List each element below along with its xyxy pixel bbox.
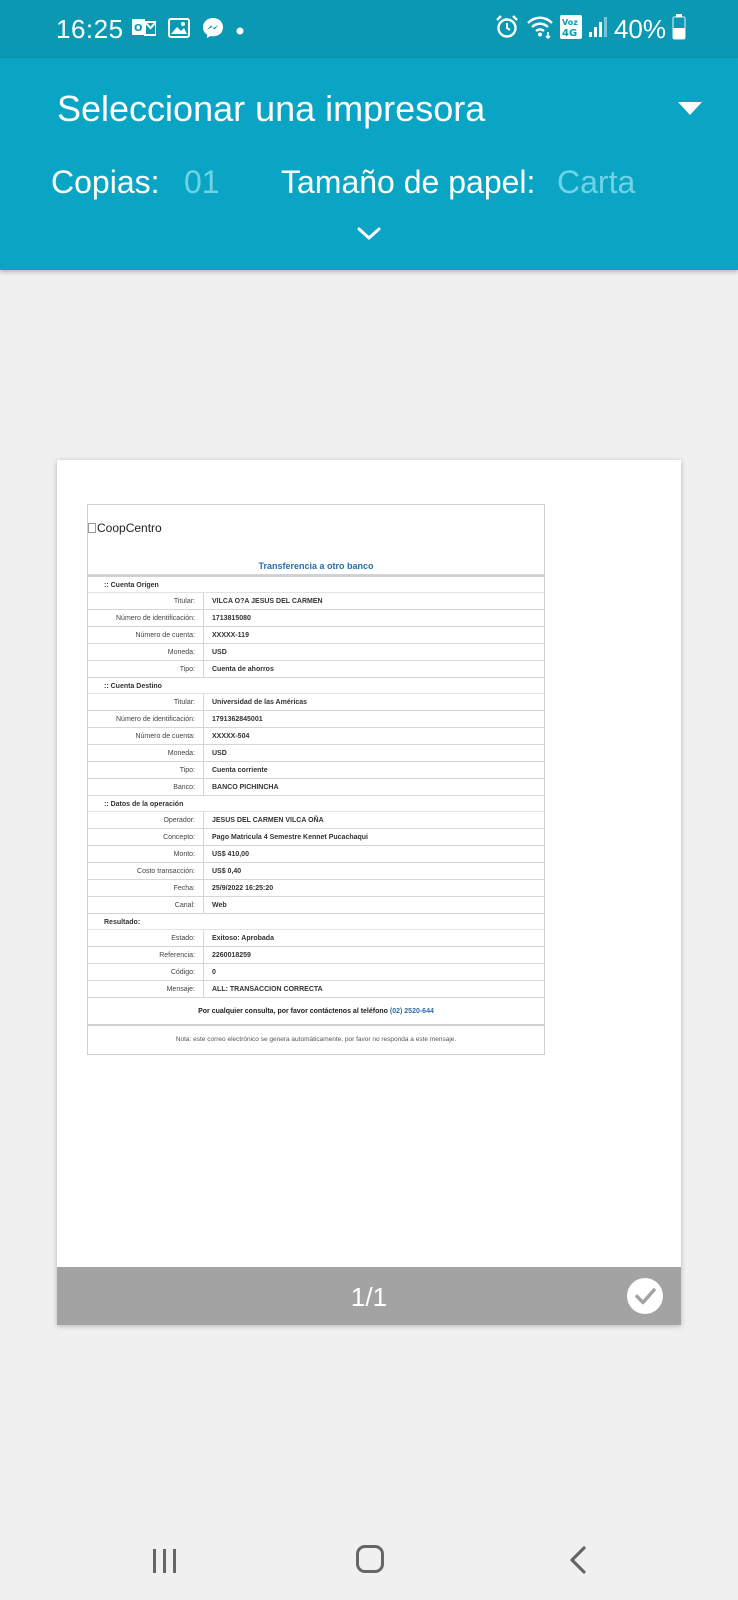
receipt-title: Transferencia a otro banco <box>258 561 374 571</box>
check-icon[interactable] <box>627 1278 663 1314</box>
table-row: Banco: BANCO PICHINCHA <box>88 779 544 796</box>
contact-text: Por cualquier consulta, por favor contáctenos al teléfono <box>198 1008 388 1015</box>
copies-label: Copias: <box>51 164 160 200</box>
battery-percent: 40% <box>613 14 666 44</box>
back-icon[interactable] <box>568 1545 588 1580</box>
table-row: Fecha: 25/9/2022 16:25:20 <box>88 880 544 897</box>
alarm-icon <box>494 14 520 45</box>
table-row: Titular: VILCA O?A JESUS DEL CARMEN <box>88 593 544 610</box>
logo-image: CoopCentro <box>88 521 162 535</box>
copies-value[interactable]: 01 <box>184 164 220 200</box>
table-row: Canal: Web <box>88 897 544 914</box>
contact-line <box>88 998 544 1026</box>
page-preview[interactable] <box>57 460 681 1325</box>
table-row: Número de cuenta: XXXXX-504 <box>88 728 544 745</box>
svg-text:Voz: Voz <box>561 18 578 27</box>
section-datos-operacion: :: Datos de la operación <box>88 796 544 812</box>
table-row: Estado: Exitoso: Aprobada <box>88 930 544 947</box>
messenger-icon <box>202 17 224 44</box>
table-row: Monto: US$ 410,00 <box>88 846 544 863</box>
print-options-header <box>0 58 738 270</box>
wifi-icon <box>526 15 554 44</box>
table-row: Mensaje: ALL: TRANSACCION CORRECTA <box>88 981 544 998</box>
outlook-icon <box>132 17 156 44</box>
paper-size-value[interactable]: Carta <box>557 164 636 200</box>
footer-note: Nota: este correo electrónico se genera automáticamente, por favor no responda a este mensaje. <box>175 1036 457 1043</box>
status-time: 16:25 <box>56 14 124 44</box>
chevron-down-icon[interactable] <box>356 226 382 247</box>
table-row: Tipo: Cuenta corriente <box>88 762 544 779</box>
gallery-icon <box>168 18 190 43</box>
notification-dot-icon <box>236 22 244 40</box>
home-icon[interactable] <box>356 1545 384 1573</box>
recent-apps-icon[interactable] <box>151 1547 179 1580</box>
status-bar <box>0 0 738 58</box>
table-row: Tipo: Cuenta de ahorros <box>88 661 544 678</box>
table-row: Operador: JESUS DEL CARMEN VILCA OÑA <box>88 812 544 829</box>
section-resultado: Resultado: <box>88 914 544 930</box>
contact-phone: (02) 2520-644 <box>389 1008 434 1015</box>
table-row: Referencia: 2260018259 <box>88 947 544 964</box>
table-row: Número de identificación: 1713815080 <box>88 610 544 627</box>
section-cuenta-destino: :: Cuenta Destino <box>88 678 544 694</box>
table-row: Número de identificación: 1791362845001 <box>88 711 544 728</box>
printer-selector[interactable]: Seleccionar una impresora <box>57 88 486 129</box>
svg-text:4G: 4G <box>561 28 578 39</box>
navigation-bar <box>0 1530 738 1600</box>
page-footer <box>57 1267 681 1325</box>
signal-icon <box>588 16 608 43</box>
table-row: Moneda: USD <box>88 745 544 762</box>
table-row: Concepto: Pago Matricula 4 Semestre Kennet Pucachaqui <box>88 829 544 846</box>
receipt-header <box>88 505 544 575</box>
volte-4g-icon <box>560 15 582 44</box>
dropdown-icon[interactable] <box>678 102 702 115</box>
page-counter: 1/1 <box>350 1282 388 1312</box>
table-row: Moneda: USD <box>88 644 544 661</box>
table-row: Código: 0 <box>88 964 544 981</box>
table-row: Titular: Universidad de las Américas <box>88 694 544 711</box>
battery-icon <box>672 14 686 45</box>
table-row: Número de cuenta: XXXXX-119 <box>88 627 544 644</box>
receipt <box>87 504 545 1055</box>
table-row: Costo transacción: US$ 0,40 <box>88 863 544 880</box>
svg-text:O: O <box>134 23 143 34</box>
section-cuenta-origen: :: Cuenta Origen <box>88 577 544 593</box>
paper-size-label: Tamaño de papel: <box>281 164 536 200</box>
